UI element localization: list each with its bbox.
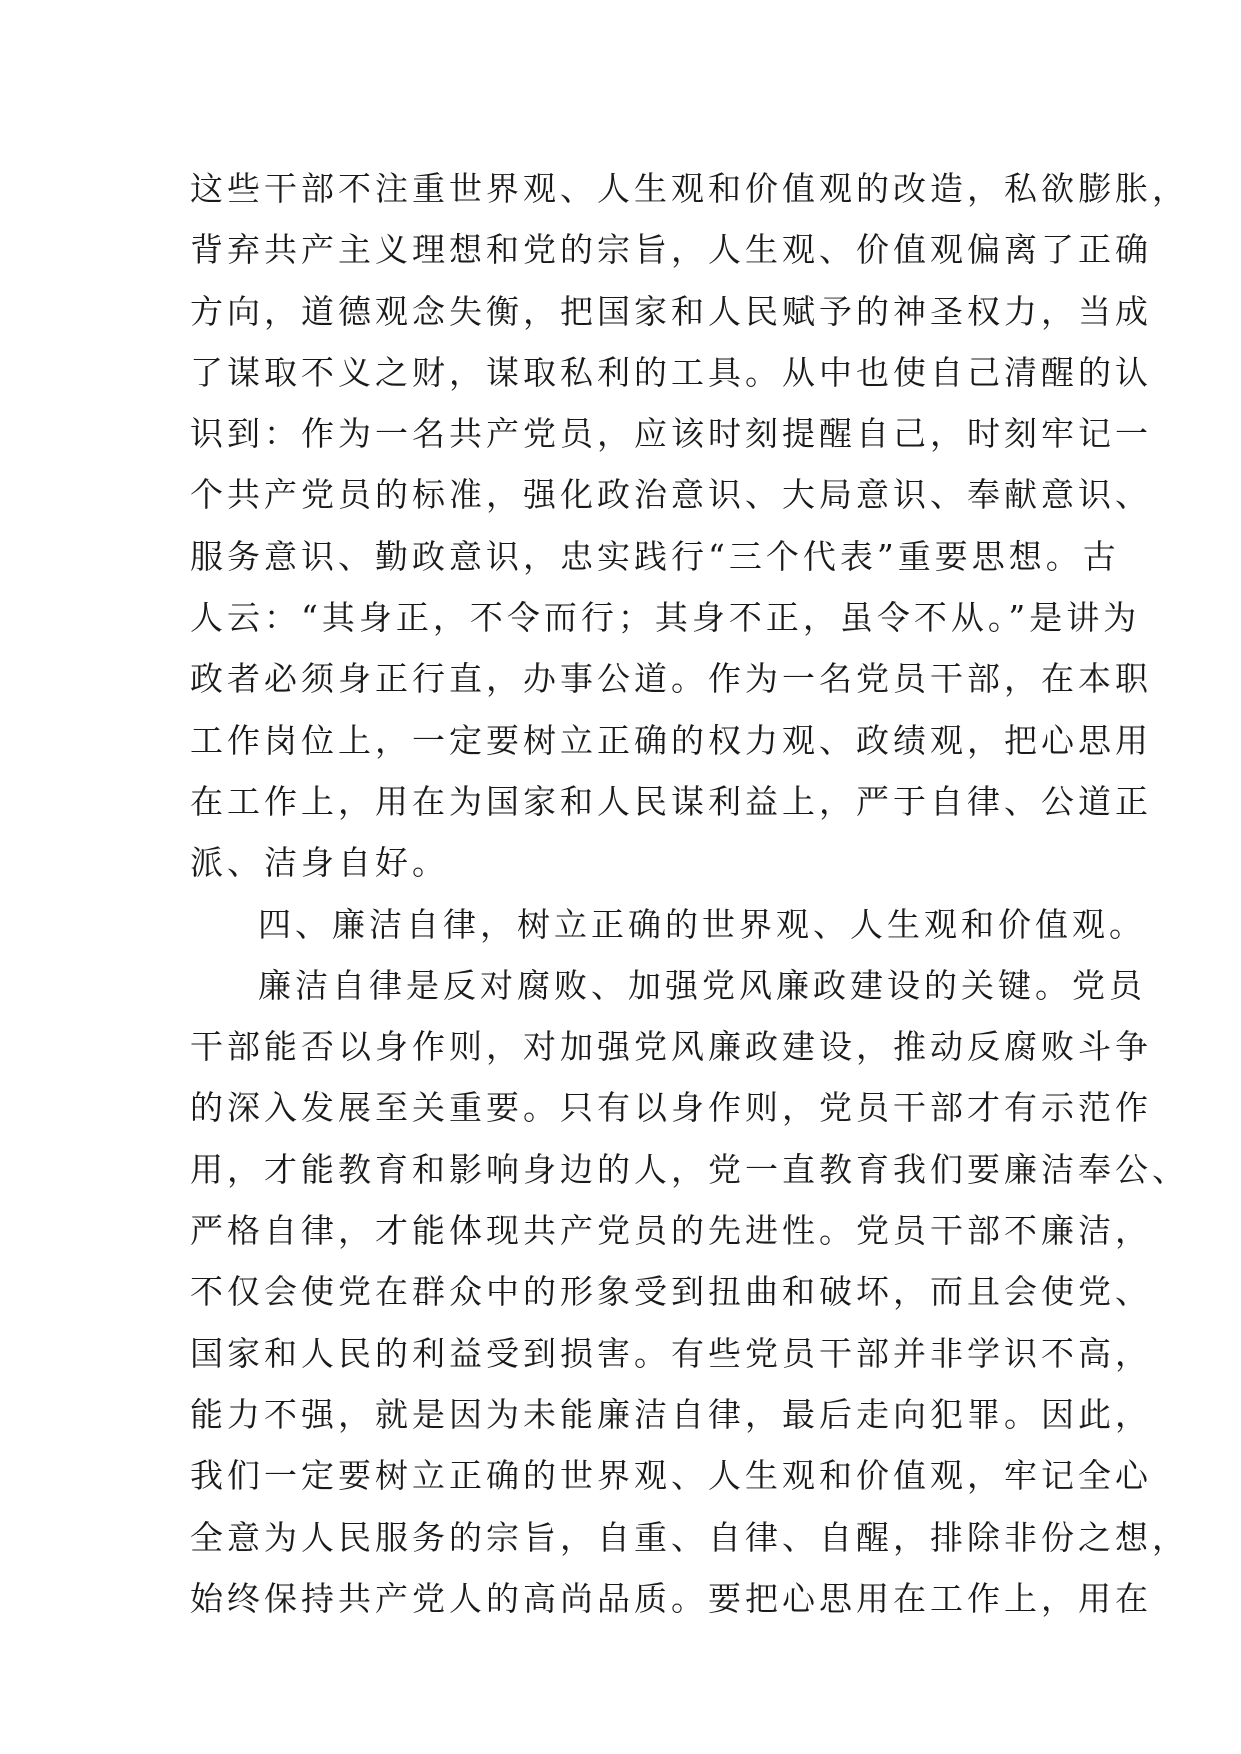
text-line: 我们一定要树立正确的世界观、人生观和价值观，牢记全心 bbox=[190, 1456, 1152, 1496]
text-line: 的深入发展至关重要。只有以身作则，党员干部才有示范作 bbox=[190, 1088, 1152, 1128]
section-heading: 四、廉洁自律，树立正确的世界观、人生观和价值观。 bbox=[258, 904, 1146, 944]
text-line: 派、洁身自好。 bbox=[190, 843, 449, 883]
text-line: 严格自律，才能体现共产党员的先进性。党员干部不廉洁， bbox=[190, 1211, 1152, 1251]
text-line: 始终保持共产党人的高尚品质。要把心思用在工作上，用在 bbox=[190, 1578, 1152, 1618]
text-line: 国家和人民的利益受到损害。有些党员干部并非学识不高， bbox=[190, 1333, 1152, 1373]
text-line: 方向，道德观念失衡，把国家和人民赋予的神圣权力，当成 bbox=[190, 291, 1152, 331]
text-line: 工作岗位上，一定要树立正确的权力观、政绩观，把心思用 bbox=[190, 720, 1152, 760]
text-line: 廉洁自律是反对腐败、加强党风廉政建设的关键。党员 bbox=[258, 965, 1146, 1005]
text-line: 识到：作为一名共产党员，应该时刻提醒自己，时刻牢记一 bbox=[190, 414, 1152, 454]
body-text bbox=[190, 158, 1189, 1629]
text-line: 干部能否以身作则，对加强党风廉政建设，推动反腐败斗争 bbox=[190, 1027, 1152, 1067]
text-line: 全意为人民服务的宗旨，自重、自律、自醒，排除非份之想， bbox=[190, 1517, 1189, 1557]
text-line: 政者必须身正行直，办事公道。作为一名党员干部，在本职 bbox=[190, 659, 1152, 699]
text-line: 人云：“其身正，不令而行；其身不正，虽令不从。”是讲为 bbox=[190, 598, 1141, 638]
text-line: 背弃共产主义理想和党的宗旨，人生观、价值观偏离了正确 bbox=[190, 230, 1152, 270]
text-line: 个共产党员的标准，强化政治意识、大局意识、奉献意识、 bbox=[190, 475, 1152, 515]
text-line: 用，才能教育和影响身边的人，党一直教育我们要廉洁奉公、 bbox=[190, 1149, 1189, 1189]
text-line: 能力不强，就是因为未能廉洁自律，最后走向犯罪。因此， bbox=[190, 1394, 1152, 1434]
text-line: 服务意识、勤政意识，忠实践行“三个代表”重要思想。古 bbox=[190, 536, 1120, 576]
text-line: 不仅会使党在群众中的形象受到扭曲和破坏，而且会使党、 bbox=[190, 1272, 1152, 1312]
text-line: 在工作上，用在为国家和人民谋利益上，严于自律、公道正 bbox=[190, 781, 1152, 821]
text-line: 这些干部不注重世界观、人生观和价值观的改造，私欲膨胀， bbox=[190, 169, 1189, 208]
text-line: 了谋取不义之财，谋取私利的工具。从中也使自己清醒的认 bbox=[190, 352, 1152, 392]
